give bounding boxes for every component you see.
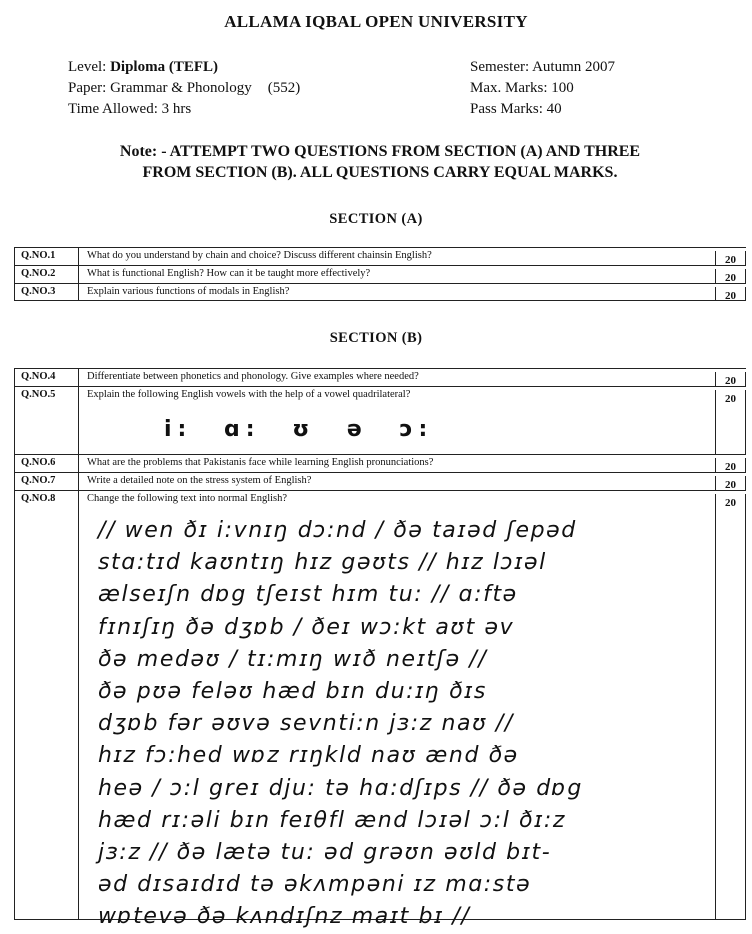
paper-info-right [470, 57, 615, 120]
question-marks: 20 [715, 287, 746, 300]
question-row [14, 265, 746, 283]
question-text: What are the problems that Pakistanis face while learning English pronunciations? [87, 457, 434, 468]
level-value: Diploma (TEFL) [110, 59, 219, 75]
question-text: What do you understand by chain and choice? Discuss different chainsin English? [87, 250, 432, 261]
question-number: Q.NO.7 [14, 473, 79, 490]
question-number: Q.NO.5 [14, 387, 79, 454]
transcription-line: əd dɪsaɪdɪd tə əkʌmpəni ɪz mɑ:stə [98, 872, 532, 898]
phonetic-transcription [98, 515, 708, 934]
question-marks: 20 [715, 390, 746, 454]
question-row [14, 368, 746, 386]
transcription-line: wɒtevə ðə kʌndɪʃnz maɪt bɪ // [98, 904, 471, 930]
vowel-symbol: i: [164, 417, 193, 442]
question-number: Q.NO.1 [14, 248, 79, 265]
level-label: Level: [68, 59, 111, 75]
transcription-line: hæd rɪ:əli bɪn feɪθfl ænd lɔɪəl ɔ:l ðɪ:z [98, 807, 567, 833]
vowel-symbols [164, 417, 451, 442]
question-row [14, 472, 746, 490]
question-text: Change the following text into normal English? [87, 493, 288, 504]
question-text: Write a detailed note on the stress system of English? [87, 475, 312, 486]
university-title: ALLAMA IQBAL OPEN UNIVERSITY [224, 12, 528, 31]
question-text: Explain various functions of modals in English? [87, 286, 290, 297]
question-marks: 20 [715, 494, 746, 919]
question-row [14, 386, 746, 454]
transcription-line: ðə medəʊ / tɪ:mɪŋ wɪð neɪtʃə // [98, 646, 488, 672]
section-a-heading: SECTION (A) [329, 211, 423, 227]
transcription-line: hɪz fɔ:hed wɒz rɪŋkld naʊ ænd ðə [98, 743, 519, 769]
question-text: What is functional English? How can it be taught more effectively? [87, 268, 371, 279]
question-row [14, 247, 746, 265]
question-number: Q.NO.3 [14, 284, 79, 300]
paper-name: Paper: Grammar & Phonology [68, 80, 252, 96]
question-number: Q.NO.4 [14, 369, 79, 386]
transcription-line: stɑ:tɪd kaʊntɪŋ hɪz gəʊts // hɪz lɔɪəl [98, 550, 547, 576]
instructions-note [40, 141, 720, 183]
paper-line [68, 78, 300, 99]
vowel-symbol: ə [346, 417, 368, 442]
transcription-line: fɪnɪʃɪŋ ðə dʒɒb / ðeɪ wɔ:kt aʊt əv [98, 614, 515, 640]
transcription-line: jɜ:z // ðə lætə tu: əd grəʊn əʊld bɪt- [98, 840, 552, 866]
question-row [14, 490, 746, 930]
question-text: Differentiate between phonetics and phonology. Give examples where needed? [87, 371, 419, 382]
time-allowed: Time Allowed: 3 hrs [68, 101, 192, 117]
question-number: Q.NO.8 [14, 491, 79, 919]
transcription-line: ælseɪʃn dɒg tʃeɪst hɪm tu: // ɑ:ftə [98, 582, 518, 608]
question-marks: 20 [715, 476, 746, 490]
question-number: Q.NO.6 [14, 455, 79, 472]
section-a-questions [14, 247, 746, 301]
question-marks: 20 [715, 458, 746, 472]
semester: Semester: Autumn 2007 [470, 59, 615, 75]
paper-code: (552) [267, 80, 301, 96]
transcription-line: ðə pʊə feləʊ hæd bɪn du:ɪŋ ðɪs [98, 679, 487, 705]
vowel-symbol: ɔ: [399, 417, 434, 442]
question-number: Q.NO.2 [14, 266, 79, 283]
paper-info-left [68, 57, 300, 120]
question-marks: 20 [715, 269, 746, 283]
vowel-symbol: ʊ [292, 417, 316, 442]
question-row [14, 283, 746, 301]
note-line-1: Note: - ATTEMPT TWO QUESTIONS FROM SECTION (A) AND THREE [119, 143, 641, 160]
note-line-2: FROM SECTION (B). ALL QUESTIONS CARRY EQUAL MARKS. [142, 164, 618, 181]
section-b-questions [14, 368, 746, 930]
question-text: Explain the following English vowels with the help of a vowel quadrilateral? [87, 389, 411, 400]
question-row [14, 454, 746, 472]
vowel-symbol: ɑ: [224, 417, 261, 442]
question-marks: 20 [715, 372, 746, 386]
section-b-heading: SECTION (B) [329, 330, 423, 346]
question-marks: 20 [715, 251, 746, 265]
transcription-line: // wen ðɪ i:vnɪŋ dɔ:nd / ðə taɪəd ʃepəd [98, 518, 577, 543]
transcription-line: dʒɒb fər əʊvə sevnti:n jɜ:z naʊ // [98, 711, 514, 737]
level-line [68, 57, 300, 78]
max-marks: Max. Marks: 100 [470, 80, 574, 96]
pass-marks: Pass Marks: 40 [470, 101, 562, 117]
transcription-line: heə / ɔ:l greɪ dju: tə hɑ:dʃɪps // ðə dɒg [98, 775, 583, 801]
